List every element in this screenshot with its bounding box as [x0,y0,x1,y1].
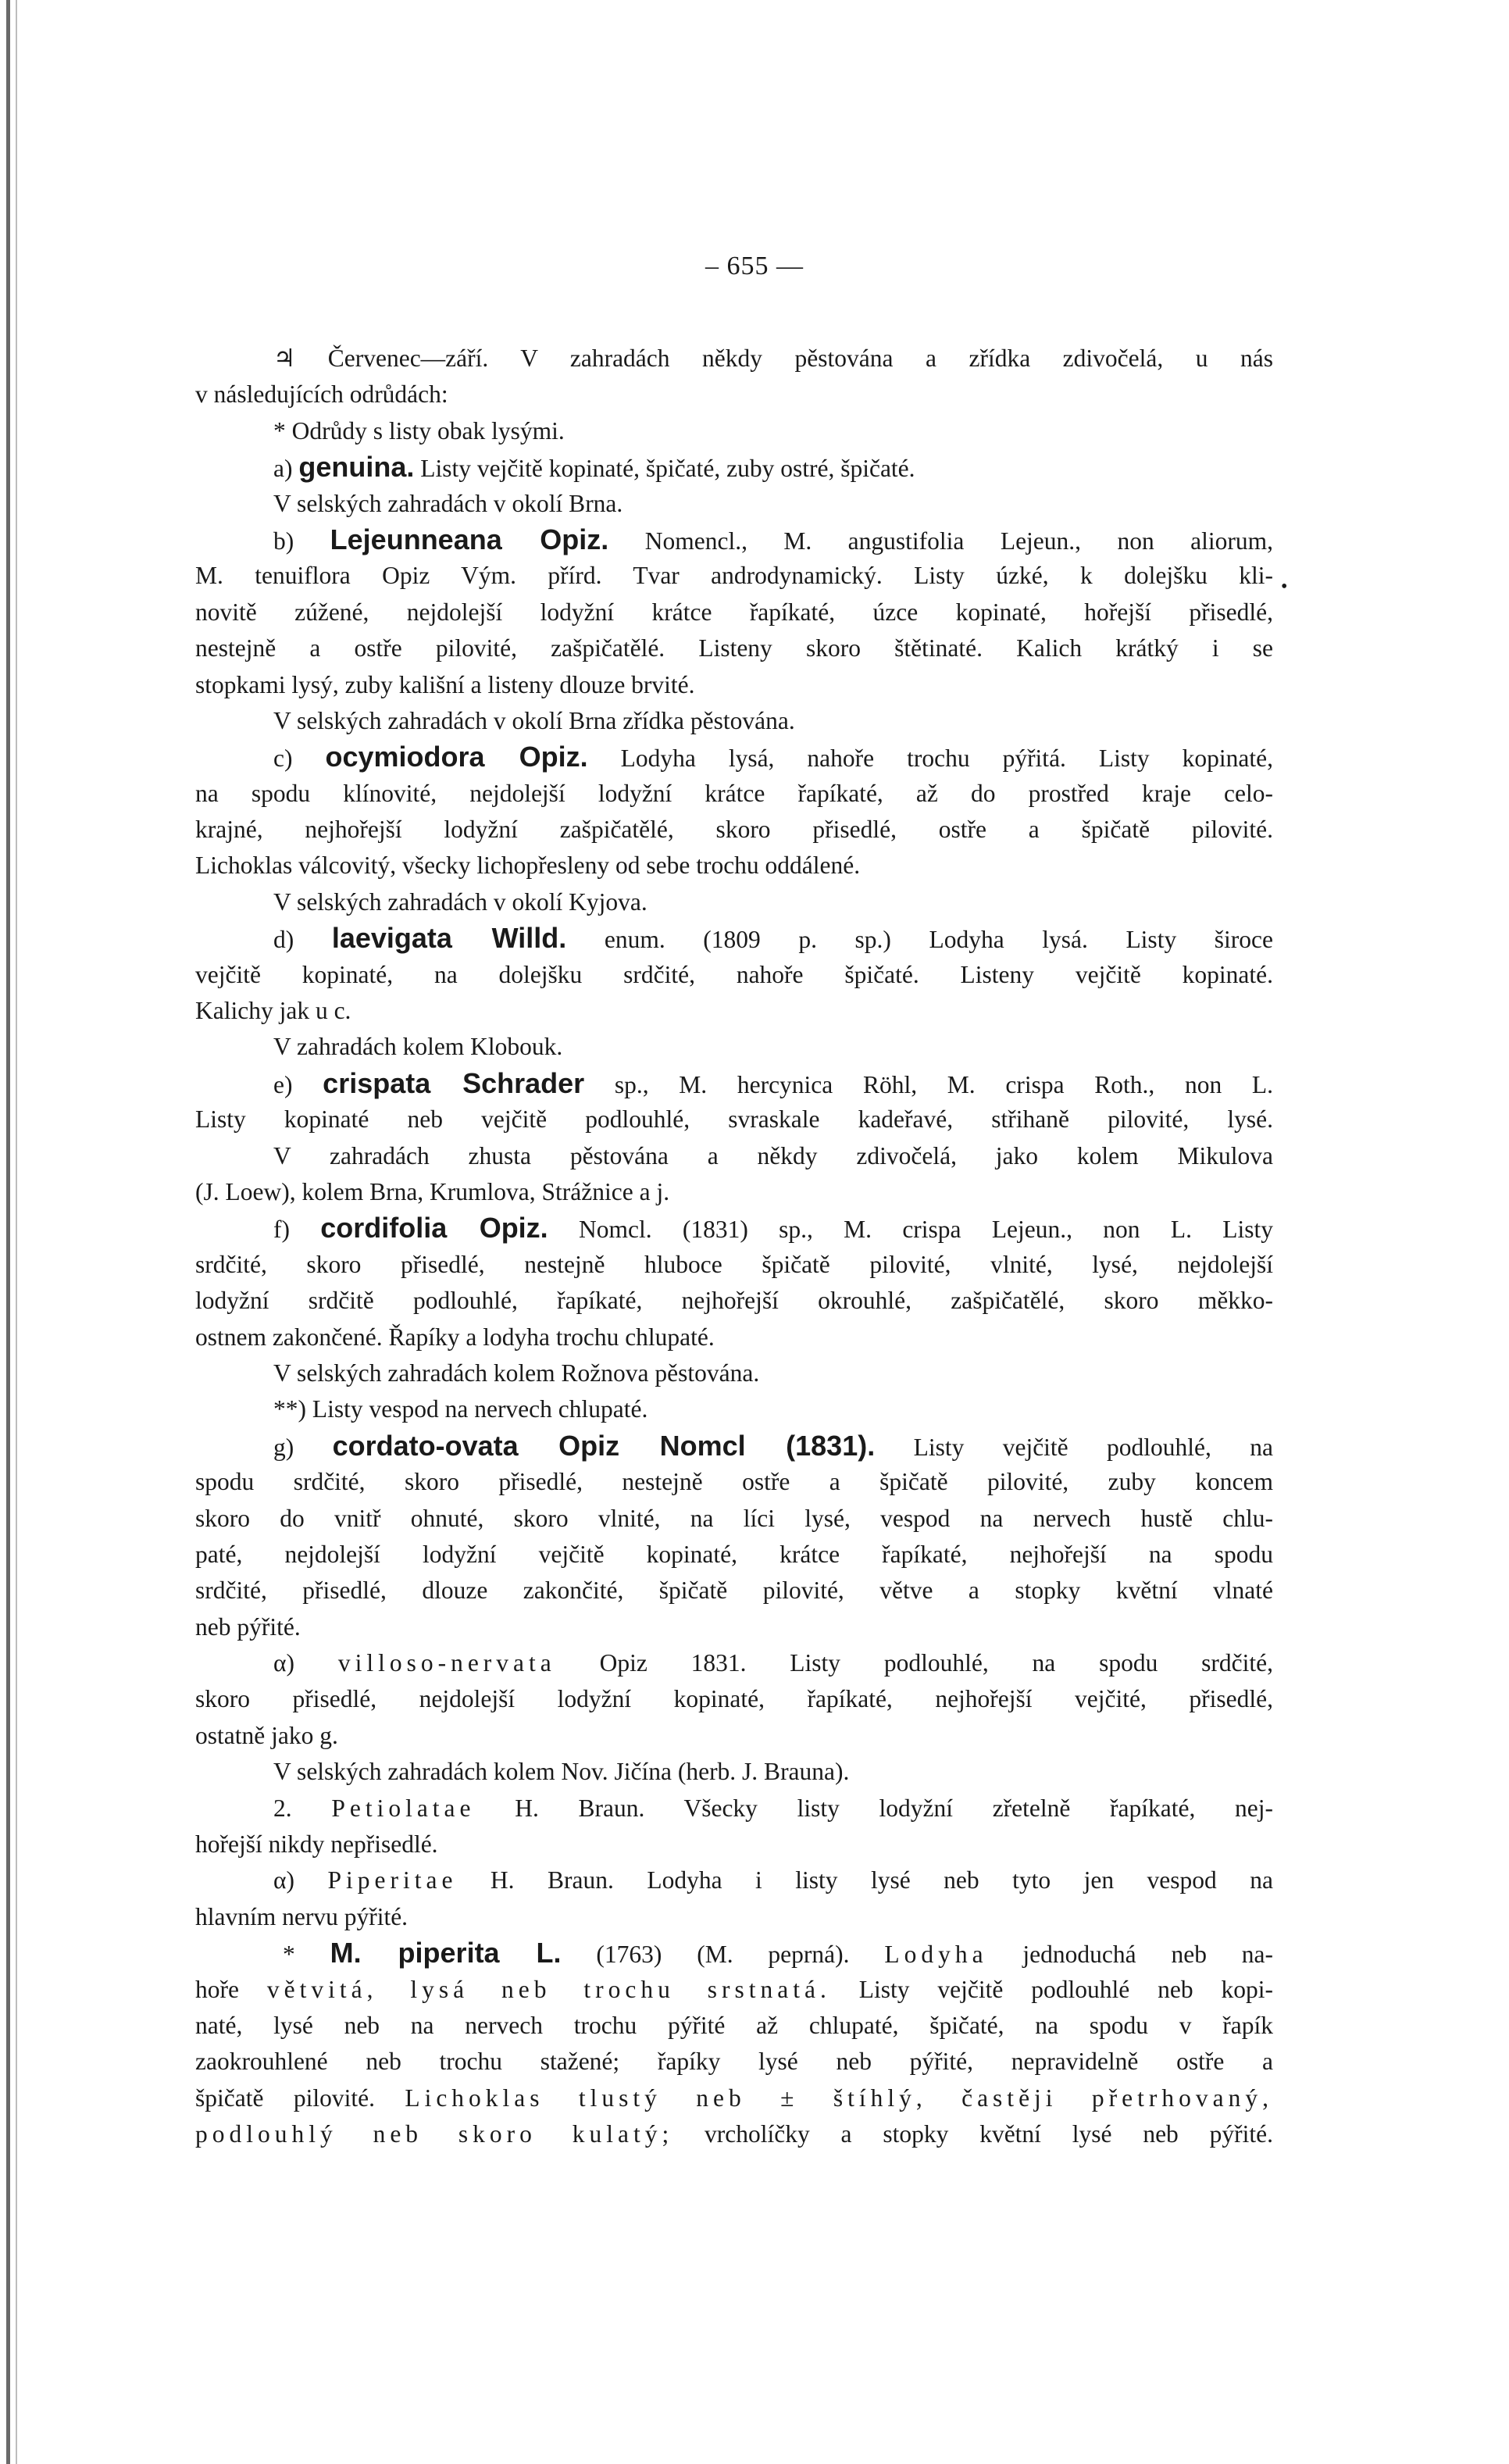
page-edge-shadow [6,0,10,2464]
spaced-text: villoso-nervata [337,1649,556,1677]
taxon-name: cordato-ovata Opiz Nomcl (1831). [332,1429,876,1462]
text-run: Nomencl., M. angustifolia Lejeun., non aliorum, [608,527,1273,555]
text-run: hoře [195,1975,267,2003]
text-line: srdčité, přisedlé, dlouze zakončité, špičatě pilovité, větve a stopky květní vlnaté [195,1577,1273,1605]
text-run: Listy vejčitě podlouhlé, na [875,1433,1273,1461]
text-line [195,522,1273,558]
taxon-name: crispata Schrader [323,1066,585,1099]
text-line [195,1066,1273,1102]
text-run: d) [273,926,332,954]
text-line: ostnem zakončené. Řapíky a lodyha trochu chlupaté. [195,1323,715,1351]
page-edge-line [16,0,17,2464]
text-run: * [283,1941,330,1969]
taxon-name: genuina. [298,451,415,484]
text-line: spodu srdčité, skoro přisedlé, nestejně ostře a špičatě pilovité, zuby koncem [195,1468,1273,1496]
text-run: c) [273,745,326,773]
taxon-name: cordifolia Opiz. [320,1212,548,1244]
text-run: enum. (1809 p. sp.) Lodyha lysá. Listy široce [566,926,1273,954]
text-line: na spodu klínovité, nejdolejší lodyžní krátce řapíkaté, až do prostřed kraje celo- [195,779,1273,807]
text-line: V selských zahradách v okolí Brna zřídka pěstována. [273,706,795,734]
text-run: Listy vejčitě kopinaté, špičaté, zuby ostré, špičaté. [414,455,915,483]
text-line [195,1791,1273,1827]
text-run: H. Braun. Všecky listy lodyžní zřetelně řapíkaté, nej- [475,1794,1273,1822]
text-line [195,1935,1273,1971]
text-line: novitě zúžené, nejdolejší lodyžní krátce řapíkaté, úzce kopinaté, hořejší přisedlé, [195,598,1273,626]
text-run: Lodyha lysá, nahoře trochu pýřitá. Listy kopinaté, [587,745,1273,773]
text-line [195,2116,1273,2152]
text-line: ♃ Červenec—září. V zahradách někdy pěstována a zřídka zdivočelá, u nás [273,345,1273,372]
text-line: V selských zahradách v okolí Kyjova. [273,887,647,916]
text-line: * Odrůdy s listy obak lysými. [273,416,565,445]
text-run: a) [273,455,299,483]
text-run: f) [273,1216,321,1244]
text-line: Kalichy jak u c. [195,997,351,1025]
spaced-text: Lodyha [884,1941,988,1969]
taxon-name: M. piperita L. [330,1937,562,1969]
text-line [195,739,1273,775]
text-line: stopkami lysý, zuby kališní a listeny dlouze brvité. [195,670,695,698]
spaced-text: Piperitae [327,1866,458,1894]
taxon-name: Lejeunneana Opiz. [330,523,609,555]
text-line: lodyžní srdčitě podlouhlé, řapíkaté, nejhořejší okrouhlé, zašpičatělé, skoro měkko- [195,1287,1273,1315]
text-run: g) [273,1433,333,1461]
page-number: – 655 — [705,252,804,280]
text-line [195,920,1273,956]
text-run: Listy vejčitě podlouhlé neb kopi- [830,1975,1273,2003]
text-line: srdčité, skoro přisedlé, nestejně hluboce špičatě pilovité, vlnité, lysé, nejdolejší [195,1250,1273,1278]
text-line: V zahradách zhusta pěstována a někdy zdivočelá, jako kolem Mikulova [273,1141,1273,1170]
text-line: V selských zahradách kolem Rožnova pěstována. [273,1359,760,1387]
spaced-text: Lichoklas tlustý neb ± štíhlý, častěji přetrhovaný, [405,2084,1273,2112]
text-line: hořejší nikdy nepřisedlé. [195,1830,438,1859]
text-line [195,1972,1273,2008]
text-run: špičatě pilovité. [195,2084,405,2112]
text-line: ostatně jako g. [195,1721,338,1749]
text-run: vrcholíčky a stopky květní lysé neb pýřité. [673,2120,1273,2148]
text-line: v následujících odrůdách: [195,380,448,409]
text-line: hlavním nervu pýřité. [195,1902,408,1930]
spaced-text: větvitá, lysá neb trochu srstnatá. [266,1975,831,2003]
text-line: skoro do vnitř ohnuté, skoro vlnité, na líci lysé, vespod na nervech hustě chlu- [195,1504,1273,1532]
text-line [195,1428,1273,1464]
text-run: α) [273,1649,338,1677]
text-line: vejčitě kopinaté, na dolejšku srdčité, nahoře špičaté. Listeny vejčitě kopinaté. [195,960,1273,988]
text-line: M. tenuiflora Opiz Vým. přírd. Tvar androdynamický. Listy úzké, k dolejšku kli- [195,562,1273,590]
text-run: jednoduchá neb na- [987,1941,1273,1969]
text-line: paté, nejdolejší lodyžní vejčitě kopinaté, krátce řapíkaté, nejhořejší na spodu [195,1540,1273,1568]
body-text [195,341,1273,2153]
text-line: Lichoklas válcovitý, všecky lichopřesleny od sebe trochu oddálené. [195,852,861,880]
text-line [195,1210,1273,1246]
text-run: α) [273,1866,328,1894]
text-run: (1763) (M. peprná). [561,1941,885,1969]
text-line: krajné, nejhořejší lodyžní zašpičatělé, skoro přisedlé, ostře a špičatě pilovité. [195,816,1273,844]
text-run: e) [273,1070,323,1098]
text-run: b) [273,527,330,555]
text-line: neb pýřité. [195,1612,301,1641]
margin-mark: • [1281,577,1288,597]
spaced-text: podlouhlý neb skoro kulatý; [195,2120,674,2148]
text-line: (J. Loew), kolem Brna, Krumlova, Strážnice a j. [195,1177,670,1205]
text-line [195,1645,1273,1681]
text-line: V selských zahradách kolem Nov. Jičína (herb. J. Brauna). [273,1758,850,1786]
text-line: V zahradách kolem Klobouk. [273,1033,563,1061]
text-line [195,449,1273,485]
text-run: Opiz 1831. Listy podlouhlé, na spodu srdčité, [555,1649,1273,1677]
text-line: zaokrouhlené neb trochu stažené; řapíky lysé neb pýřité, nepravidelně ostře a [195,2048,1273,2076]
text-line: Listy kopinaté neb vejčitě podlouhlé, svraskale kadeřavé, střihaně pilovité, lysé. [195,1105,1273,1134]
taxon-name: laevigata Willd. [331,922,567,955]
text-line: naté, lysé neb na nervech trochu pýřité až chlupaté, špičaté, na spodu v řapík [195,2011,1273,2039]
spaced-text: Petiolatae [331,1794,476,1822]
text-line: skoro přisedlé, nejdolejší lodyžní kopinaté, řapíkaté, nejhořejší vejčité, přisedlé, [195,1685,1273,1713]
text-run: 2. [273,1794,332,1822]
taxon-name: ocymiodora Opiz. [325,741,588,773]
text-line [195,1862,1273,1898]
text-line: nestejně a ostře pilovité, zašpičatělé. Listeny skoro štětinaté. Kalich krátký i se [195,634,1273,662]
text-line [195,2080,1273,2116]
text-line: **) Listy vespod na nervech chlupaté. [273,1395,648,1423]
text-run: H. Braun. Lodyha i listy lysé neb tyto jen vespod na [457,1866,1273,1894]
text-run: sp., M. hercynica Röhl, M. crispa Roth., non L. [584,1070,1273,1098]
text-run: Nomcl. (1831) sp., M. crispa Lejeun., non L. Listy [548,1216,1273,1244]
text-line: V selských zahradách v okolí Brna. [273,489,623,517]
